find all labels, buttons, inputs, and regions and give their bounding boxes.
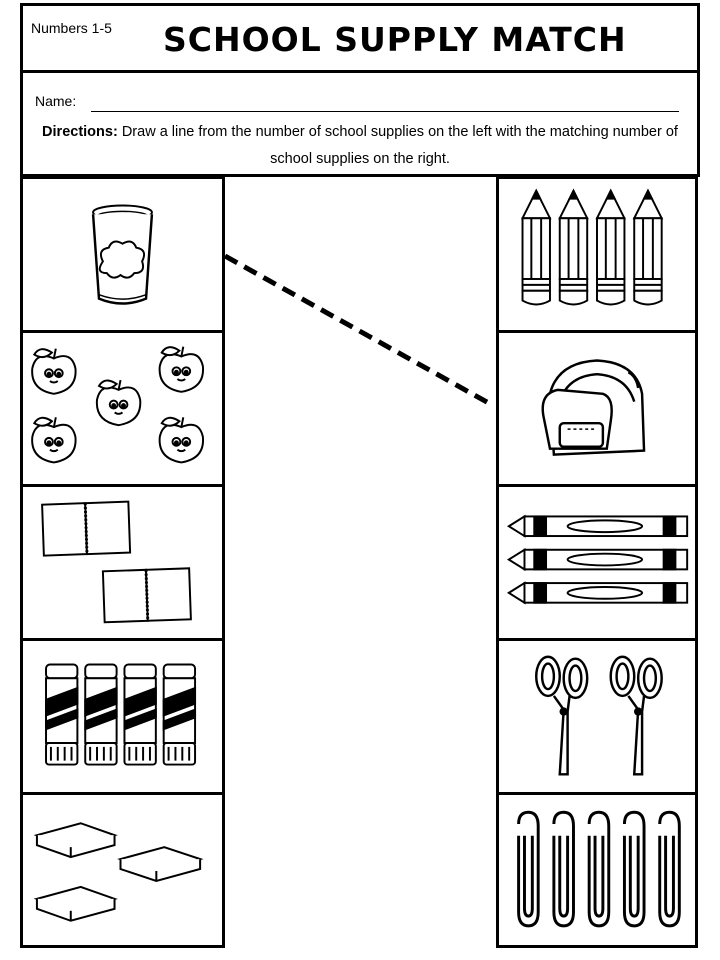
name-label: Name: (35, 93, 77, 109)
glue-stick (46, 665, 77, 765)
right-cell-4[interactable] (499, 641, 695, 795)
glue-stick (164, 665, 195, 765)
book-icon (23, 795, 222, 949)
header-box (20, 3, 700, 73)
right-cell-1[interactable] (499, 179, 695, 333)
right-cell-3[interactable] (499, 487, 695, 641)
apple (32, 349, 75, 394)
pencil (523, 191, 550, 305)
name-input-line[interactable] (91, 111, 679, 112)
left-cell-1[interactable] (23, 179, 222, 333)
notebook-icon (23, 487, 222, 638)
glue-stick (124, 665, 155, 765)
paperclip (660, 812, 680, 926)
info-box (20, 70, 700, 177)
left-cell-3[interactable] (23, 487, 222, 641)
pencil (597, 191, 624, 305)
apple (97, 380, 140, 425)
pencil-icon (499, 179, 695, 330)
cup-icon (23, 179, 222, 330)
pencil (634, 191, 661, 305)
right-cell-2[interactable] (499, 333, 695, 487)
left-cell-2[interactable] (23, 333, 222, 487)
glue-stick-icon (23, 641, 222, 792)
page-title: SCHOOL SUPPLY MATCH (163, 20, 627, 59)
crayon (509, 583, 687, 603)
right-cell-5[interactable] (499, 795, 695, 949)
left-cell-4[interactable] (23, 641, 222, 795)
left-column (20, 176, 225, 948)
worksheet-tag: Numbers 1-5 (31, 20, 112, 36)
directions (37, 119, 683, 173)
apple (160, 347, 203, 392)
scissors-icon (499, 641, 695, 792)
crayon (509, 516, 687, 536)
pencil (560, 191, 587, 305)
apple-icon (23, 333, 222, 484)
directions-text: Draw a line from the number of school supplies on the left with the matching number of school supplies on the right. (117, 124, 678, 167)
apple (160, 417, 203, 462)
crayon (509, 550, 687, 570)
crayon-icon (499, 487, 695, 638)
paperclip (554, 812, 574, 926)
paperclip (589, 812, 609, 926)
backpack-icon (499, 333, 695, 484)
apple (32, 417, 75, 462)
right-column (496, 176, 698, 948)
paperclip (624, 812, 644, 926)
paperclip-icon (499, 795, 695, 949)
glue-stick (85, 665, 116, 765)
directions-label: Directions: (42, 124, 118, 140)
left-cell-5[interactable] (23, 795, 222, 949)
paperclip (519, 812, 539, 926)
